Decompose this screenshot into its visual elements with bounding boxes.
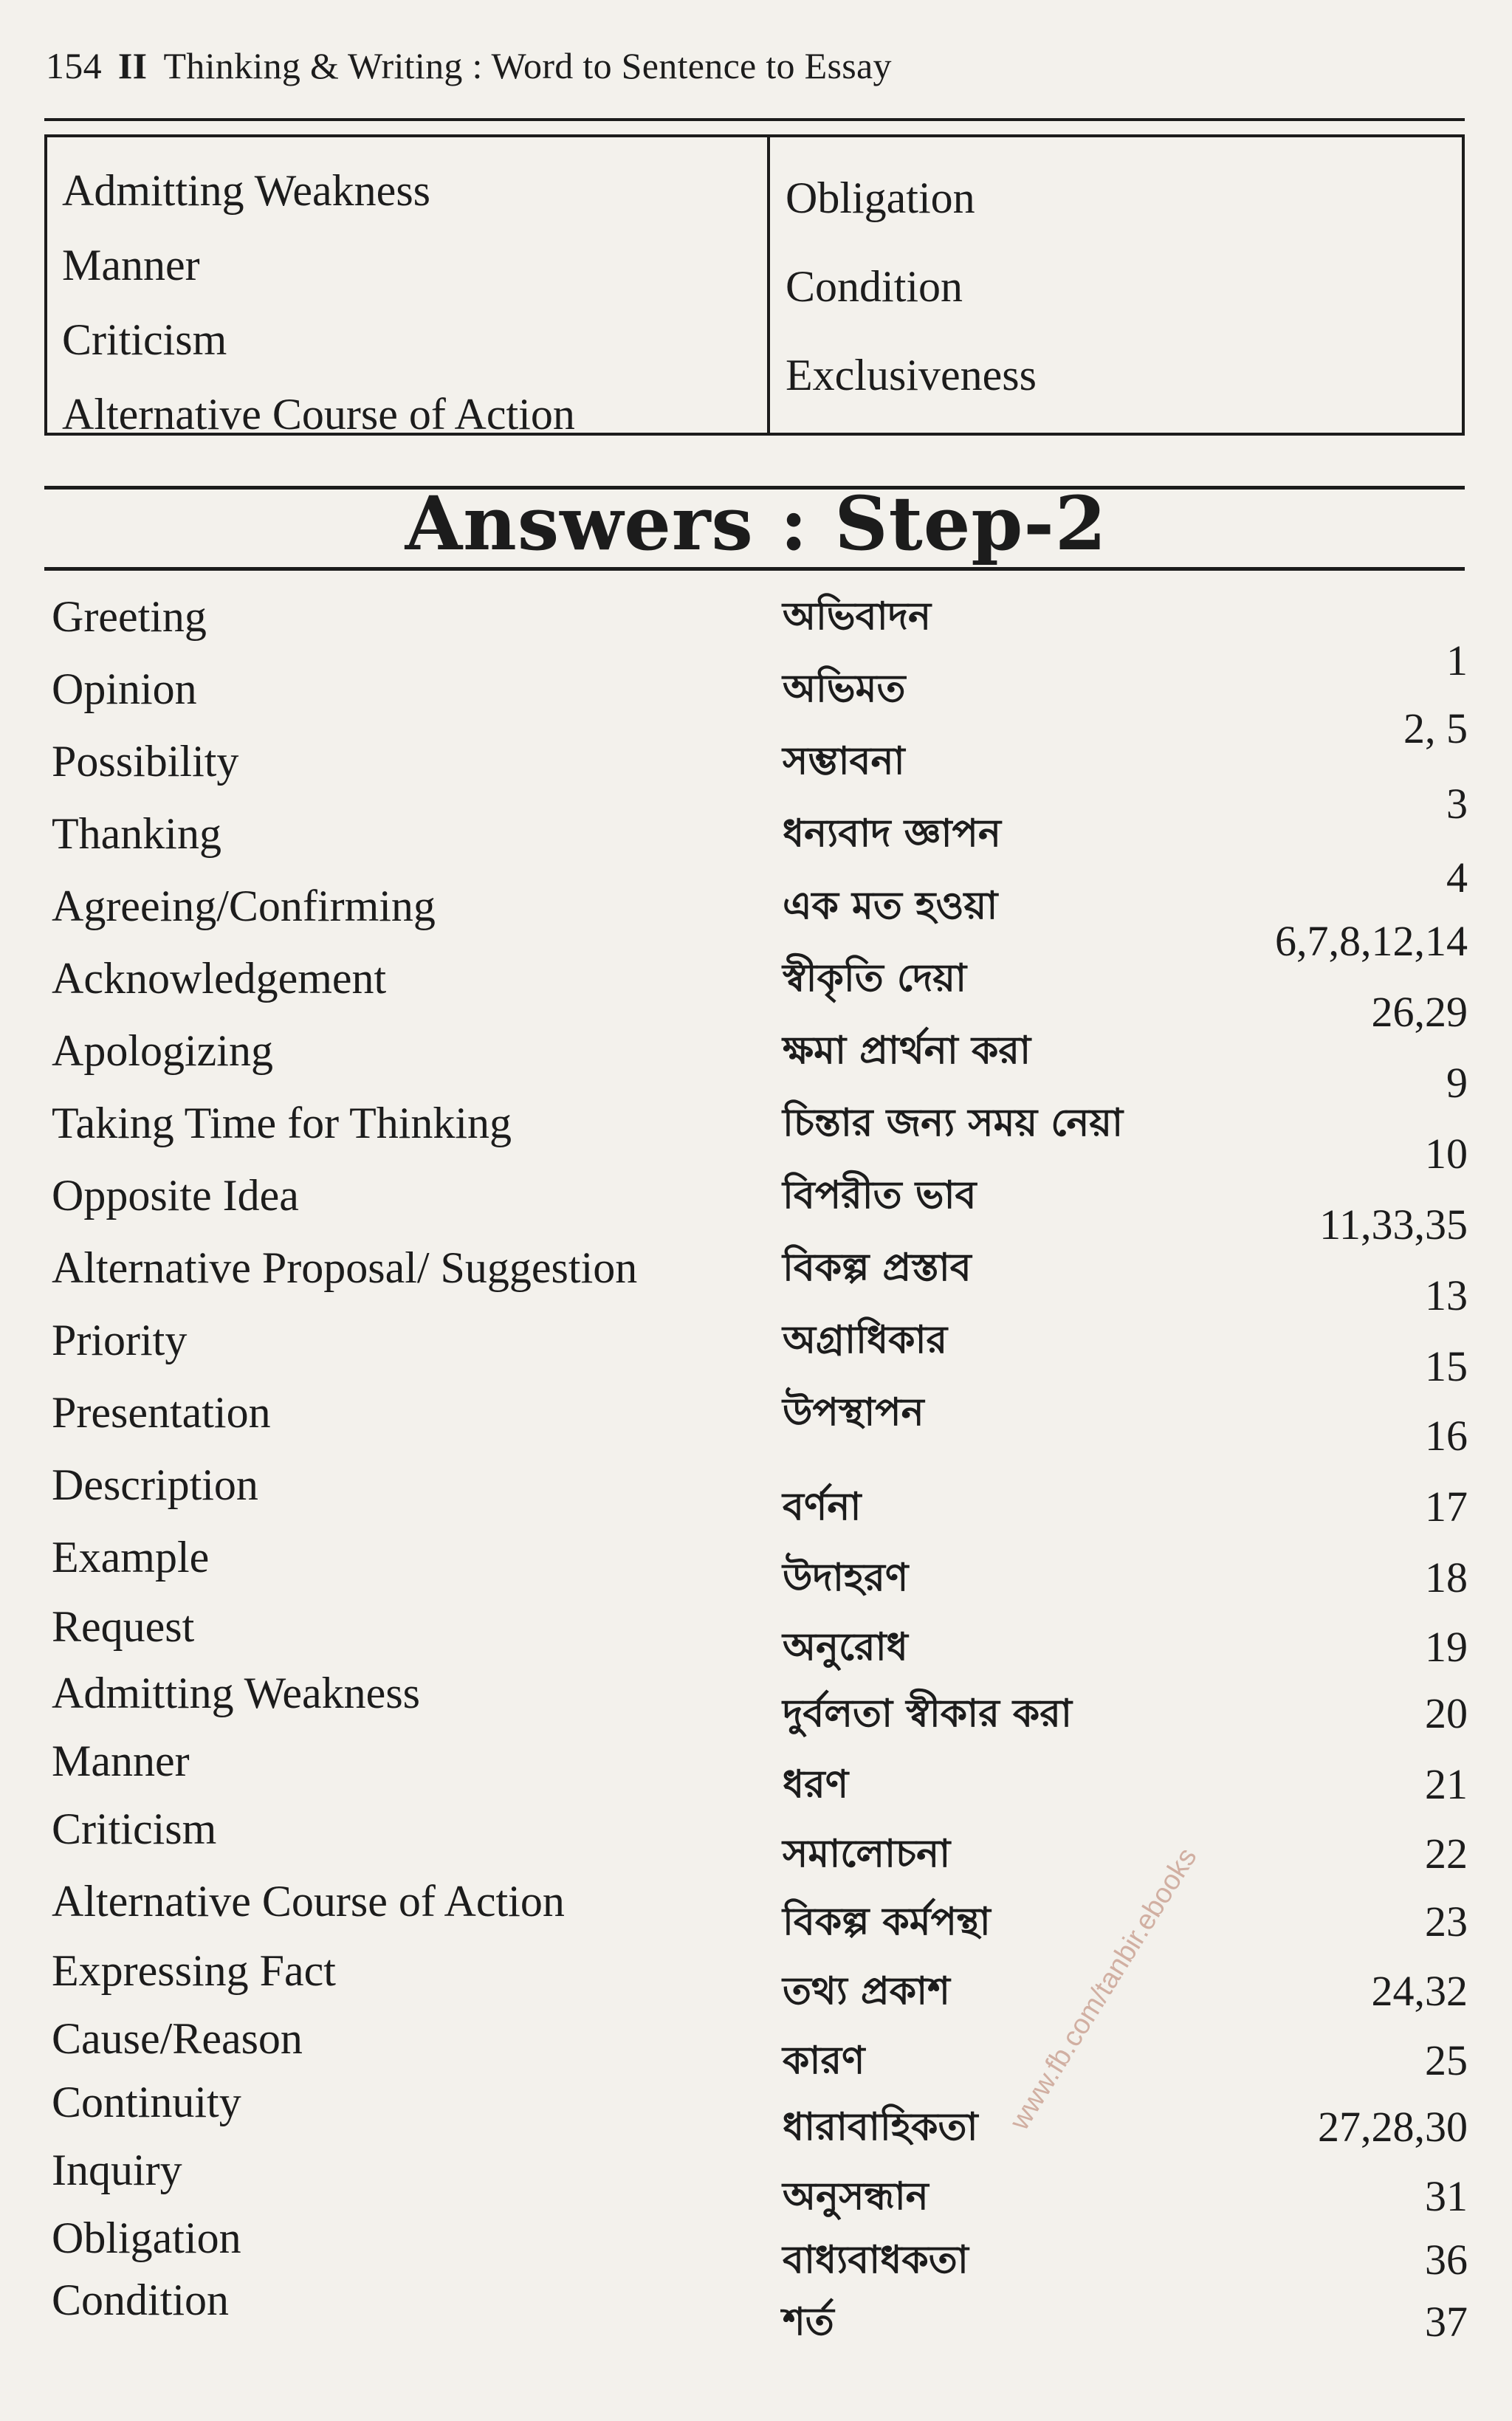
answer-bangla: ক্ষমা প্রার্থনা করা: [783, 1029, 1031, 1073]
answer-row: [0, 880, 1512, 965]
answer-row: [0, 2274, 1512, 2346]
answer-bangla: সম্ভাবনা: [783, 739, 905, 783]
answer-row: [0, 1735, 1512, 1808]
answer-row: [0, 2076, 1512, 2151]
answer-bangla: অনুরোধ: [783, 1625, 908, 1669]
answer-bangla: ধারাবাহিকতা: [783, 2105, 978, 2149]
answer-bangla: এক মত হওয়া: [783, 884, 998, 928]
answer-bangla: বিকল্প প্রস্তাব: [783, 1246, 972, 1290]
answer-row: [0, 735, 1512, 828]
answer-bangla: তথ্য প্রকাশ: [783, 1969, 950, 2013]
summary-item: Condition: [786, 262, 963, 311]
answer-english: Alternative Proposal/ Suggestion: [52, 1243, 638, 1292]
answer-numbers: 13: [1425, 1271, 1468, 1319]
answer-numbers: 24,32: [1371, 1967, 1468, 2015]
answer-row: [0, 1097, 1512, 1178]
answer-bangla: কারণ: [783, 2039, 865, 2083]
book-title: Thinking & Writing : Word to Sentence to Essay: [163, 45, 892, 86]
answer-english: Cause/Reason: [52, 2014, 303, 2063]
answer-english: Apologizing: [52, 1026, 273, 1075]
answer-bangla: ধরণ: [783, 1762, 849, 1807]
answer-numbers: 11,33,35: [1319, 1201, 1468, 1249]
answer-english: Taking Time for Thinking: [52, 1099, 512, 1147]
answer-english: Example: [52, 1533, 210, 1582]
summary-item: Obligation: [786, 174, 975, 222]
answer-english: Alternative Course of Action: [52, 1877, 565, 1926]
answer-numbers: 37: [1425, 2298, 1468, 2346]
answer-row: [0, 1803, 1512, 1878]
answer-bangla: অনুসন্ধান: [783, 2174, 929, 2219]
answer-bangla: বাধ্যবাধকতা: [783, 2238, 969, 2282]
answer-row: [0, 1459, 1512, 1531]
answer-row: [0, 2212, 1512, 2284]
answer-english: Acknowledgement: [52, 954, 387, 1003]
answer-numbers: 17: [1425, 1483, 1468, 1531]
answer-english: Condition: [52, 2276, 230, 2324]
answer-english: Manner: [52, 1737, 190, 1785]
answer-english: Obligation: [52, 2214, 241, 2262]
answer-numbers: 25: [1425, 2036, 1468, 2084]
answer-row: [0, 1531, 1512, 1601]
answer-english: Continuity: [52, 2078, 241, 2126]
answer-english: Request: [52, 1602, 195, 1651]
answer-numbers: 4: [1446, 854, 1468, 902]
answer-bangla: বর্ণনা: [783, 1485, 862, 1529]
answer-numbers: 27,28,30: [1318, 2103, 1468, 2151]
answer-english: Inquiry: [52, 2146, 182, 2194]
answer-english: Greeting: [52, 592, 207, 641]
answer-numbers: 1: [1446, 636, 1468, 684]
answer-row: [0, 1945, 1512, 2015]
answer-bangla: শর্ত: [783, 2300, 834, 2344]
answer-bangla: উদাহরণ: [783, 1556, 909, 1600]
answer-english: Agreeing/Confirming: [52, 882, 436, 930]
answer-english: Priority: [52, 1316, 188, 1364]
answer-numbers: 3: [1446, 780, 1468, 828]
answer-bangla: অভিবাদন: [783, 594, 932, 639]
answer-english: Possibility: [52, 737, 239, 786]
answer-english: Opposite Idea: [52, 1171, 299, 1220]
answer-numbers: 16: [1425, 1412, 1468, 1460]
answer-english: Criticism: [52, 1804, 217, 1853]
answer-row: [0, 2144, 1512, 2220]
answer-numbers: 26,29: [1371, 988, 1468, 1036]
answer-english: Opinion: [52, 665, 197, 713]
answer-english: Expressing Fact: [52, 1946, 336, 1995]
answer-numbers: 19: [1425, 1623, 1468, 1671]
answer-numbers: 23: [1425, 1898, 1468, 1946]
answer-numbers: 20: [1425, 1689, 1468, 1737]
section-title: Answers : Step-2: [405, 480, 1107, 567]
answer-numbers: 10: [1425, 1130, 1468, 1178]
answer-bangla: উপস্থাপন: [783, 1390, 924, 1435]
answer-bangla: দুর্বলতা স্বীকার করা: [783, 1692, 1072, 1736]
answer-row: [0, 1875, 1512, 1946]
answer-row: [0, 1025, 1512, 1107]
answer-bangla: অভিমত: [783, 667, 906, 711]
answer-bangla: চিন্তার জন্য সময় নেয়া: [783, 1101, 1124, 1145]
answer-bangla: ধন্যবাদ জ্ঞাপন: [783, 811, 1001, 856]
answer-english: Thanking: [52, 809, 221, 858]
answer-numbers: 9: [1446, 1059, 1468, 1107]
answer-numbers: 6,7,8,12,14: [1275, 917, 1468, 965]
summary-item: Criticism: [62, 315, 227, 364]
answer-bangla: বিপরীত ভাব: [783, 1173, 977, 1218]
summary-item: Exclusiveness: [786, 351, 1037, 399]
answer-row: [0, 1314, 1512, 1390]
summary-item: Alternative Course of Action: [62, 390, 575, 439]
summary-item: Manner: [62, 241, 200, 289]
answer-numbers: 21: [1425, 1760, 1468, 1808]
answer-numbers: 15: [1425, 1342, 1468, 1390]
answer-english: Admitting Weakness: [52, 1669, 421, 1717]
page-number: 154: [46, 45, 102, 86]
answer-bangla: বিকল্প কর্মপন্থা: [783, 1900, 991, 1944]
answer-numbers: 36: [1425, 2236, 1468, 2284]
answer-numbers: 22: [1425, 1830, 1468, 1878]
answer-row: [0, 1667, 1512, 1737]
answer-numbers: 18: [1425, 1553, 1468, 1601]
answer-numbers: 31: [1425, 2172, 1468, 2220]
answer-row: [0, 952, 1512, 1036]
header-separator: II: [117, 45, 148, 86]
answer-row: [0, 663, 1512, 752]
answer-bangla: স্বীকৃতি দেয়া: [783, 956, 967, 1000]
answer-bangla: সমালোচনা: [783, 1832, 951, 1876]
answer-english: Description: [52, 1460, 258, 1509]
watermark: www.fb.com/tanbir.ebooks: [1004, 1842, 1203, 2136]
summary-item: Admitting Weakness: [62, 166, 431, 215]
answer-numbers: 2, 5: [1403, 704, 1468, 752]
answer-bangla: অগ্রাধিকার: [783, 1318, 948, 1362]
answer-english: Presentation: [52, 1388, 271, 1437]
answer-row: [0, 1242, 1512, 1319]
